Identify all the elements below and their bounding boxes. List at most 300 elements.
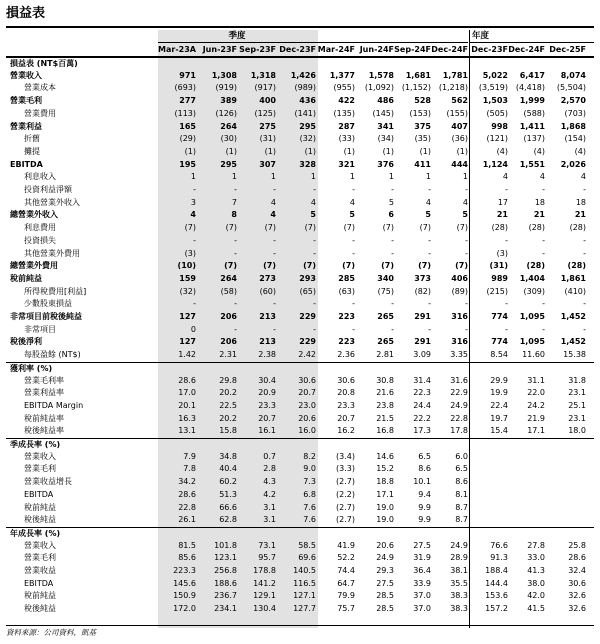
table-cell bbox=[548, 451, 586, 464]
table-cell: 223 bbox=[338, 337, 355, 347]
table-cell: 7.6 bbox=[303, 515, 316, 525]
table-cell: 5 bbox=[425, 210, 431, 220]
table-cell: - bbox=[505, 235, 508, 245]
table-cell: (137) bbox=[523, 134, 545, 144]
table-cell: (3) bbox=[496, 248, 508, 258]
table-cell: 1 bbox=[270, 172, 276, 182]
table-row bbox=[6, 260, 594, 273]
table-cell: 3.1 bbox=[263, 515, 276, 525]
table-cell: 1,404 bbox=[519, 273, 545, 283]
table-cell: 4 bbox=[349, 197, 355, 207]
table-cell: 22.0 bbox=[527, 388, 545, 398]
row-label: 營業利益 bbox=[10, 121, 42, 131]
table-cell: (1) bbox=[184, 146, 196, 156]
table-row bbox=[6, 336, 594, 349]
page-title: 損益表 bbox=[6, 2, 594, 28]
table-cell: 265 bbox=[377, 337, 394, 347]
table-cell bbox=[470, 463, 508, 476]
table-cell: 16.0 bbox=[298, 426, 316, 436]
row-label: 稅前純益率 bbox=[24, 413, 64, 423]
table-row bbox=[6, 273, 594, 286]
table-cell: 8.7 bbox=[455, 502, 468, 512]
table-cell: 62.8 bbox=[219, 515, 237, 525]
table-cell: 25.8 bbox=[568, 540, 586, 550]
table-cell: 275 bbox=[259, 121, 276, 131]
table-cell: 2,570 bbox=[560, 96, 586, 106]
table-cell: (1) bbox=[304, 146, 316, 156]
table-cell: 1 bbox=[310, 172, 316, 182]
table-cell: 229 bbox=[299, 337, 316, 347]
table-cell: - bbox=[391, 185, 394, 194]
table-cell: 6,417 bbox=[519, 70, 545, 80]
table-cell: 20.7 bbox=[337, 413, 355, 423]
table-cell: - bbox=[234, 185, 237, 194]
table-cell: (215) bbox=[486, 286, 508, 296]
table-cell: 4.2 bbox=[263, 489, 276, 499]
table-cell: (82) bbox=[414, 286, 431, 296]
table-cell: 3 bbox=[190, 197, 196, 207]
table-cell: 375 bbox=[414, 121, 431, 131]
table-cell: (155) bbox=[446, 108, 468, 118]
table-cell: 285 bbox=[338, 273, 355, 283]
table-cell: - bbox=[352, 324, 355, 334]
table-cell: (28) bbox=[569, 223, 586, 233]
table-cell: 2.36 bbox=[337, 350, 355, 360]
table-row bbox=[6, 514, 594, 527]
table-row bbox=[6, 502, 594, 515]
table-row bbox=[6, 171, 594, 184]
table-row bbox=[6, 108, 594, 121]
column-header: Dec-24F bbox=[508, 45, 545, 54]
table-cell: 16.2 bbox=[337, 426, 355, 436]
table-cell bbox=[507, 451, 545, 464]
table-cell: 18.8 bbox=[376, 477, 394, 487]
row-label: 稅後純益率 bbox=[24, 426, 64, 436]
table-row bbox=[6, 387, 594, 400]
table-cell: (7) bbox=[303, 261, 316, 271]
table-cell: 30.4 bbox=[258, 375, 276, 385]
table-cell: 2.8 bbox=[263, 464, 276, 474]
table-cell: 32.6 bbox=[568, 604, 586, 614]
table-row bbox=[6, 590, 594, 603]
table-cell: 157.2 bbox=[485, 604, 508, 614]
table-cell: 9.9 bbox=[418, 515, 431, 525]
table-cell: 31.9 bbox=[413, 553, 431, 563]
table-cell: 73.1 bbox=[258, 540, 276, 550]
table-cell: 4 bbox=[502, 172, 508, 182]
table-cell: 21 bbox=[533, 210, 545, 220]
table-cell: - bbox=[391, 299, 394, 309]
table-cell: (588) bbox=[523, 108, 545, 118]
table-cell: 223.3 bbox=[173, 566, 196, 575]
row-label: EBITDA bbox=[10, 159, 43, 169]
table-cell: (3,519) bbox=[478, 83, 508, 93]
row-label: 稅前純益 bbox=[24, 591, 56, 601]
table-cell: (3.4) bbox=[336, 451, 355, 461]
table-cell: 32.4 bbox=[568, 566, 586, 575]
table-cell: 41.9 bbox=[337, 540, 355, 550]
table-cell: 1,551 bbox=[519, 159, 545, 169]
table-row bbox=[6, 540, 594, 553]
table-cell: (989) bbox=[294, 83, 316, 93]
table-cell: - bbox=[542, 324, 545, 334]
table-cell: 116.5 bbox=[293, 578, 316, 588]
table-cell: 37.0 bbox=[413, 591, 431, 601]
section-header-row bbox=[6, 438, 594, 452]
table-cell: (1) bbox=[264, 146, 276, 156]
table-cell: - bbox=[583, 185, 586, 194]
table-cell: 486 bbox=[377, 96, 394, 106]
table-cell: 17 bbox=[497, 197, 508, 207]
table-cell: (34) bbox=[377, 134, 394, 144]
table-cell: 2,026 bbox=[560, 159, 586, 169]
table-cell: (703) bbox=[564, 108, 586, 118]
row-label: 營業收入 bbox=[24, 451, 56, 461]
column-header: Dec-25F bbox=[549, 45, 586, 54]
table-cell: 213 bbox=[259, 337, 276, 347]
row-label: 稅前純益 bbox=[24, 502, 56, 512]
table-cell: (2.2) bbox=[336, 489, 355, 499]
section-header-row bbox=[6, 527, 594, 541]
table-cell: - bbox=[352, 248, 355, 258]
table-cell: 1,318 bbox=[250, 70, 276, 80]
table-cell: (141) bbox=[294, 108, 316, 118]
table-cell: 8,074 bbox=[560, 70, 586, 80]
table-cell: 562 bbox=[451, 96, 468, 106]
table-cell: 165 bbox=[179, 121, 196, 131]
table-cell: (955) bbox=[333, 83, 355, 93]
table-cell: 6 bbox=[388, 210, 394, 220]
table-cell: (693) bbox=[174, 83, 196, 93]
table-cell: 1,377 bbox=[329, 70, 355, 80]
table-cell: 20.2 bbox=[219, 388, 237, 398]
table-row bbox=[6, 121, 594, 134]
table-cell: (89) bbox=[451, 286, 468, 296]
table-cell: - bbox=[505, 185, 508, 194]
table-cell: (113) bbox=[174, 108, 196, 118]
table-cell: - bbox=[428, 185, 431, 194]
row-label: 營業收入 bbox=[10, 70, 42, 80]
table-cell: - bbox=[465, 299, 468, 309]
table-row bbox=[6, 603, 594, 616]
table-cell: 79.9 bbox=[337, 591, 355, 601]
table-cell bbox=[548, 489, 586, 502]
table-cell: (917) bbox=[254, 83, 276, 93]
table-cell: 16.1 bbox=[258, 426, 276, 436]
row-label: 非常項目前稅後純益 bbox=[10, 312, 82, 321]
table-cell: 989 bbox=[491, 273, 508, 283]
table-cell: - bbox=[313, 324, 316, 334]
table-cell: 17.8 bbox=[450, 426, 468, 436]
table-cell: 17.1 bbox=[376, 489, 394, 499]
table-cell: 159 bbox=[179, 273, 196, 283]
table-cell: 18 bbox=[534, 197, 545, 207]
table-cell: 273 bbox=[259, 273, 276, 283]
table-cell: 66.6 bbox=[219, 502, 237, 512]
table-cell: - bbox=[313, 185, 316, 194]
table-cell bbox=[548, 502, 586, 515]
table-cell: 1,681 bbox=[405, 70, 431, 80]
table-cell: 195 bbox=[179, 159, 196, 169]
table-cell: 127 bbox=[179, 337, 196, 347]
table-row bbox=[6, 95, 594, 108]
table-cell: (1) bbox=[419, 146, 431, 156]
table-cell: 19.9 bbox=[490, 388, 508, 398]
row-label: 利息收入 bbox=[24, 172, 56, 182]
table-cell: 528 bbox=[414, 96, 431, 106]
table-cell: 328 bbox=[299, 159, 316, 169]
table-cell: 6.0 bbox=[455, 451, 468, 461]
table-cell: 21 bbox=[496, 210, 508, 220]
table-cell: - bbox=[542, 248, 545, 258]
table-cell: 2.81 bbox=[376, 350, 394, 360]
table-cell: 7.3 bbox=[303, 477, 316, 487]
table-cell: 8.7 bbox=[455, 515, 468, 525]
table-cell bbox=[470, 476, 508, 489]
table-row bbox=[6, 70, 594, 83]
table-cell: 41.5 bbox=[527, 604, 545, 614]
table-cell: 26.1 bbox=[178, 515, 196, 525]
table-cell: 34.8 bbox=[219, 451, 237, 461]
table-cell: 22.5 bbox=[219, 400, 237, 410]
table-cell: 150.9 bbox=[173, 591, 196, 601]
table-row bbox=[6, 565, 594, 578]
table-row bbox=[6, 146, 594, 159]
table-cell bbox=[507, 502, 545, 515]
table-cell: 422 bbox=[338, 96, 355, 106]
table-cell: (32) bbox=[299, 134, 316, 144]
table-cell: - bbox=[428, 248, 431, 258]
table-cell: 40.4 bbox=[219, 464, 237, 474]
table-cell: 127.1 bbox=[293, 591, 316, 601]
table-cell: (31) bbox=[259, 134, 276, 144]
table-cell: 29.8 bbox=[219, 375, 237, 385]
table-cell: 8.1 bbox=[455, 489, 468, 499]
table-bottom-rule bbox=[6, 625, 594, 626]
table-cell: 38.3 bbox=[450, 591, 468, 601]
table-cell: 17.1 bbox=[527, 426, 545, 436]
table-cell: (7) bbox=[418, 261, 431, 271]
table-cell: (1,152) bbox=[401, 83, 431, 93]
row-label: 稅後純益 bbox=[24, 515, 56, 525]
table-cell: 29.3 bbox=[376, 566, 394, 575]
table-row bbox=[6, 451, 594, 464]
row-label: EBITDA Margin bbox=[24, 400, 84, 410]
table-row bbox=[6, 400, 594, 413]
table-cell bbox=[470, 489, 508, 502]
table-cell: 1,308 bbox=[211, 70, 237, 80]
table-cell: 20.6 bbox=[376, 540, 394, 550]
table-cell: 58.5 bbox=[298, 540, 316, 550]
row-label: 折舊 bbox=[24, 134, 40, 144]
table-cell: 23.0 bbox=[298, 400, 316, 410]
table-cell: 341 bbox=[377, 121, 394, 131]
table-cell: 1.42 bbox=[178, 350, 196, 360]
table-cell: 140.5 bbox=[293, 566, 316, 575]
table-cell: - bbox=[313, 248, 316, 258]
table-cell: (63) bbox=[338, 286, 355, 296]
row-label: 攤提 bbox=[24, 146, 40, 156]
row-label: 營業費用 bbox=[24, 108, 56, 118]
table-cell: (3) bbox=[184, 248, 196, 258]
row-label: 所得稅費用[利益] bbox=[24, 286, 87, 296]
table-cell: 33.0 bbox=[527, 553, 545, 563]
annual-group-label: 年度 bbox=[472, 31, 490, 41]
table-cell: 30.6 bbox=[337, 375, 355, 385]
table-cell: - bbox=[352, 299, 355, 309]
table-row bbox=[6, 489, 594, 502]
table-cell: 19.0 bbox=[376, 515, 394, 525]
table-row bbox=[6, 349, 594, 362]
column-header: Jun-24F bbox=[359, 45, 394, 54]
source-note: 資料來源：公司資料，凱基 bbox=[6, 628, 96, 637]
table-cell: 38.3 bbox=[450, 604, 468, 614]
table-cell: 7.6 bbox=[303, 502, 316, 512]
row-label: 投資損失 bbox=[24, 235, 56, 245]
table-row bbox=[6, 413, 594, 426]
table-cell bbox=[507, 489, 545, 502]
table-cell: 178.8 bbox=[253, 566, 276, 575]
column-header: Mar-23A bbox=[158, 45, 196, 54]
table-cell: 256.8 bbox=[214, 566, 237, 575]
table-cell: - bbox=[391, 248, 394, 258]
column-header: Sep-24F bbox=[394, 45, 431, 54]
table-cell: (145) bbox=[372, 108, 394, 118]
row-label: 營業毛利 bbox=[10, 96, 42, 106]
table-cell: (410) bbox=[564, 286, 586, 296]
row-label: 總營業外收入 bbox=[10, 210, 58, 220]
table-cell: 316 bbox=[451, 312, 468, 321]
column-header: Jun-23F bbox=[202, 45, 237, 54]
table-cell: (28) bbox=[491, 223, 508, 233]
row-label: 投資利益淨額 bbox=[24, 185, 72, 194]
table-cell: 188.4 bbox=[485, 566, 508, 575]
table-cell: 20.7 bbox=[258, 413, 276, 423]
row-label: EBITDA bbox=[24, 578, 54, 588]
table-cell: 4 bbox=[310, 197, 316, 207]
table-cell: 27.8 bbox=[527, 540, 545, 550]
table-cell: 3.1 bbox=[263, 502, 276, 512]
table-cell: 22.2 bbox=[413, 413, 431, 423]
table-cell: 436 bbox=[299, 96, 316, 106]
table-cell: (65) bbox=[299, 286, 316, 296]
table-cell: 16.3 bbox=[178, 413, 196, 423]
table-cell: 0.7 bbox=[263, 451, 276, 461]
table-cell: 407 bbox=[451, 121, 468, 131]
table-cell: 19.0 bbox=[376, 502, 394, 512]
table-cell: 1 bbox=[388, 172, 394, 182]
row-label: 獲利率 (%) bbox=[10, 363, 53, 373]
table-cell: 24.9 bbox=[376, 553, 394, 563]
row-label: 稅後淨利 bbox=[10, 337, 42, 347]
table-cell: 22.8 bbox=[178, 502, 196, 512]
table-cell: - bbox=[193, 235, 196, 245]
section-header-row bbox=[6, 362, 594, 376]
table-cell: 20.1 bbox=[178, 400, 196, 410]
table-cell: (7) bbox=[382, 223, 394, 233]
table-cell: (28) bbox=[526, 261, 545, 271]
table-cell: 307 bbox=[259, 159, 276, 169]
table-cell: - bbox=[234, 324, 237, 334]
table-cell: 30.6 bbox=[298, 375, 316, 385]
table-cell: 1,124 bbox=[482, 159, 508, 169]
table-cell: 8.54 bbox=[490, 350, 508, 360]
table-cell: (7) bbox=[264, 223, 276, 233]
table-cell: 31.8 bbox=[568, 375, 586, 385]
table-cell: 236.7 bbox=[214, 591, 237, 601]
table-row bbox=[6, 476, 594, 489]
table-cell: (4) bbox=[574, 146, 586, 156]
table-cell: 153.6 bbox=[485, 591, 508, 601]
table-cell: 1,426 bbox=[290, 70, 316, 80]
table-cell: 23.3 bbox=[337, 400, 355, 410]
table-cell: - bbox=[273, 299, 276, 309]
table-cell: - bbox=[542, 235, 545, 245]
table-cell: 28.5 bbox=[376, 591, 394, 601]
row-label: 其他營業外收入 bbox=[24, 197, 80, 207]
table-cell: - bbox=[542, 299, 545, 309]
table-cell: 19.7 bbox=[490, 413, 508, 423]
table-cell: 5 bbox=[388, 197, 394, 207]
table-row bbox=[6, 235, 594, 248]
table-cell: 5,022 bbox=[482, 70, 508, 80]
table-cell: (153) bbox=[409, 108, 431, 118]
table-cell: 444 bbox=[451, 159, 468, 169]
table-cell: (30) bbox=[220, 134, 237, 144]
table-cell: (125) bbox=[254, 108, 276, 118]
table-cell: 411 bbox=[414, 159, 431, 169]
table-cell: 20.6 bbox=[298, 413, 316, 423]
table-cell: 28.5 bbox=[376, 604, 394, 614]
table-cell: (36) bbox=[451, 134, 468, 144]
table-cell: (121) bbox=[486, 134, 508, 144]
row-label: 損益表 (NT$百萬) bbox=[10, 59, 78, 68]
table-cell: 32.6 bbox=[568, 591, 586, 601]
table-cell: 6.5 bbox=[418, 451, 431, 461]
table-cell: 22.4 bbox=[490, 400, 508, 410]
table-cell bbox=[507, 463, 545, 476]
row-label: 非常項目 bbox=[24, 324, 56, 334]
table-cell: - bbox=[465, 324, 468, 334]
table-cell: 2.31 bbox=[219, 350, 237, 360]
table-cell: 21 bbox=[574, 210, 586, 220]
table-cell: (919) bbox=[215, 83, 237, 93]
table-cell: - bbox=[465, 248, 468, 258]
table-cell: 34.2 bbox=[178, 477, 196, 487]
table-cell: 373 bbox=[414, 273, 431, 283]
table-row bbox=[6, 159, 594, 172]
table-cell: (7) bbox=[304, 223, 316, 233]
table-cell: 172.0 bbox=[173, 604, 196, 614]
table-cell: - bbox=[428, 324, 431, 334]
table-cell: - bbox=[273, 185, 276, 194]
table-cell: 8 bbox=[231, 210, 237, 220]
table-cell: 1 bbox=[190, 172, 196, 182]
column-header: Sep-23F bbox=[239, 45, 276, 54]
table-row bbox=[6, 133, 594, 146]
table-cell: 145.6 bbox=[173, 578, 196, 588]
table-cell: - bbox=[352, 185, 355, 194]
table-cell: 25.1 bbox=[568, 400, 586, 410]
table-cell: 23.1 bbox=[568, 388, 586, 398]
table-cell: 229 bbox=[299, 312, 316, 321]
table-cell: (7) bbox=[184, 223, 196, 233]
table-cell: 21.6 bbox=[376, 388, 394, 398]
table-cell: 8.6 bbox=[418, 464, 431, 474]
table-cell: 295 bbox=[299, 121, 316, 131]
table-cell: (7) bbox=[342, 261, 355, 271]
table-cell: (75) bbox=[377, 286, 394, 296]
